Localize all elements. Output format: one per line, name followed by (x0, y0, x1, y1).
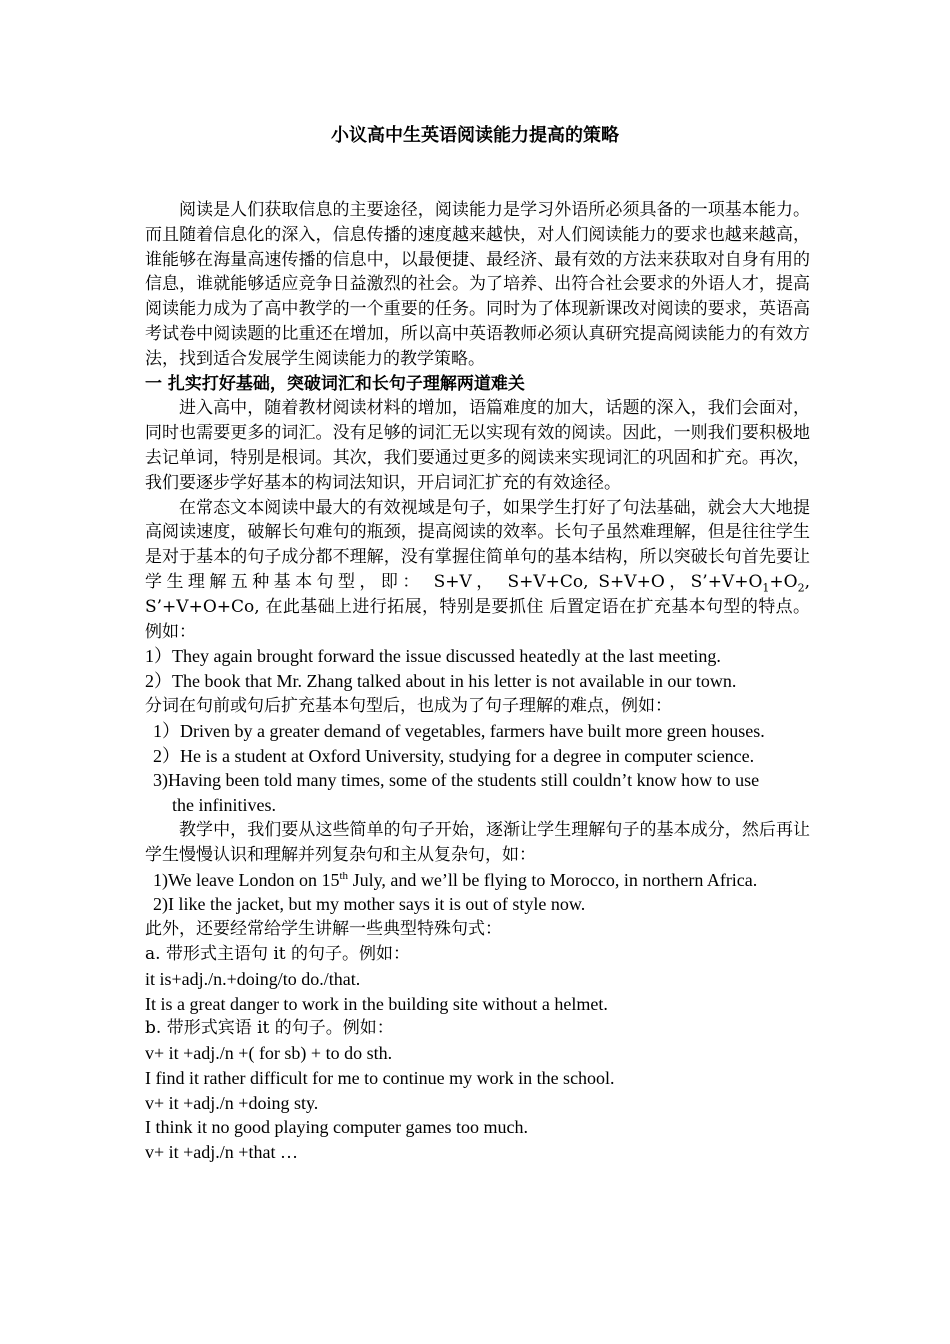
example-text: July, and we’ll be flying to Morocco, in northern Africa. (348, 869, 758, 890)
paragraph-text: , S’+V+O+Co, 在此基础上进行拓展，特别是要抓住 后置定语在扩充基本句型的特点。例如： (145, 571, 810, 642)
subsection-label-b: b. 带形式宾语 it 的句子。例如： (145, 1018, 394, 1039)
teaching-paragraph: 教学中，我们要从这些简单的句子开始，逐渐让学生理解句子的基本成分，然后再让学生慢慢认识和理解并列复杂句和主从复杂句，如： (145, 819, 810, 865)
example-sentence: 1）Driven by a greater demand of vegetables, farmers have built more green houses. (153, 720, 765, 741)
intro-paragraph: 阅读是人们获取信息的主要途径，阅读能力是学习外语所必须具备的一项基本能力。而且随着信息化的深入，信息传播的速度越来越快，对人们阅读能力的要求也越来越高，谁能够在海量高速传播的信息中，以最便捷、最经济、最有效的方法来获取对自身有用的信息，谁就能够适应竞争日益激烈的社会。为了培养、出符合社会要求的外语人才，提高阅读能力成为了高中教学的一个重要的任务。同时为了体现新课改对阅读的要求，英语高考试卷中阅读题的比重还在增加，所以高中英语教师必须认真研究提高阅读能力的有效方法，找到适合发展学生阅读能力的教学策略。 (145, 200, 810, 369)
sentence-pattern: v+ it +adj./n +doing sty. (145, 1092, 319, 1113)
sentence-pattern: it is+adj./n.+doing/to do./that. (145, 968, 361, 989)
section-heading: 一 扎实打好基础，突破词汇和长句子理解两道难关 (145, 373, 525, 394)
example-sentence: I find it rather difficult for me to continue my work in the school. (145, 1067, 615, 1088)
vocabulary-paragraph: 进入高中，随着教材阅读材料的增加，语篇难度的加大，话题的深入，我们会面对，同时也需要更多的词汇。没有足够的词汇无以实现有效的阅读。因此，一则我们要积极地去记单词，特别是根词。其次，我们要通过更多的阅读来实现词汇的巩固和扩充。再次，我们要逐步学好基本的构词法知识，开启词汇扩充的有效途径。 (145, 398, 810, 493)
example-sentence: 1）They again brought forward the issue discussed heatedly at the last meeting. (145, 646, 721, 667)
sentence-pattern: v+ it +adj./n +( for sb) + to do sth. (145, 1043, 393, 1064)
example-line-continued: the infinitives. (172, 795, 276, 816)
paragraph-text: +O (769, 571, 798, 592)
example-sentence (145, 768, 810, 818)
example-sentence: 2）He is a student at Oxford University, studying for a degree in computer science. (153, 745, 755, 766)
example-text: 1)We leave London on 15 (153, 869, 340, 890)
participle-intro: 分词在句前或句后扩充基本句型后，也成为了句子理解的难点，例如： (145, 695, 672, 716)
sentence-pattern: v+ it +adj./n +that … (145, 1142, 298, 1163)
sentence-structure-paragraph (145, 496, 810, 645)
special-intro: 此外，还要经常给学生讲解一些典型特殊句式： (145, 919, 502, 940)
example-sentence: It is a great danger to work in the building site without a helmet. (145, 993, 608, 1014)
example-line: 3)Having been told many times, some of the students still couldn’t know how to use (153, 770, 760, 791)
example-sentence (145, 868, 810, 893)
document-title: 小议高中生英语阅读能力提高的策略 (331, 125, 619, 146)
document-body (145, 198, 810, 1165)
superscript: th (339, 869, 349, 882)
subsection-label-a: a. 带形式主语句 it 的句子。例如： (145, 943, 411, 964)
subscript: 2 (797, 581, 805, 595)
example-sentence: 2）The book that Mr. Zhang talked about in his letter is not available in our town. (145, 671, 737, 692)
paragraph-text: 在常态文本阅读中最大的有效视域是句子，如果学生打好了句法基础，就会大大地提高阅读速度，破解长句难句的瓶颈，提高阅读的效率。长句子虽然难理解，但是往往学生是对于基本的句子成分都不理解，没有掌握住简单句的基本结构，所以突破长句首先要让学生理解五种基本句型，即： S+V， S+V+Co, S+V+O，S’+V+O (145, 497, 810, 592)
example-sentence: I think it no good playing computer games too much. (145, 1117, 528, 1138)
example-sentence: 2)I like the jacket, but my mother says it is out of style now. (153, 894, 586, 915)
subscript: 1 (762, 581, 770, 595)
